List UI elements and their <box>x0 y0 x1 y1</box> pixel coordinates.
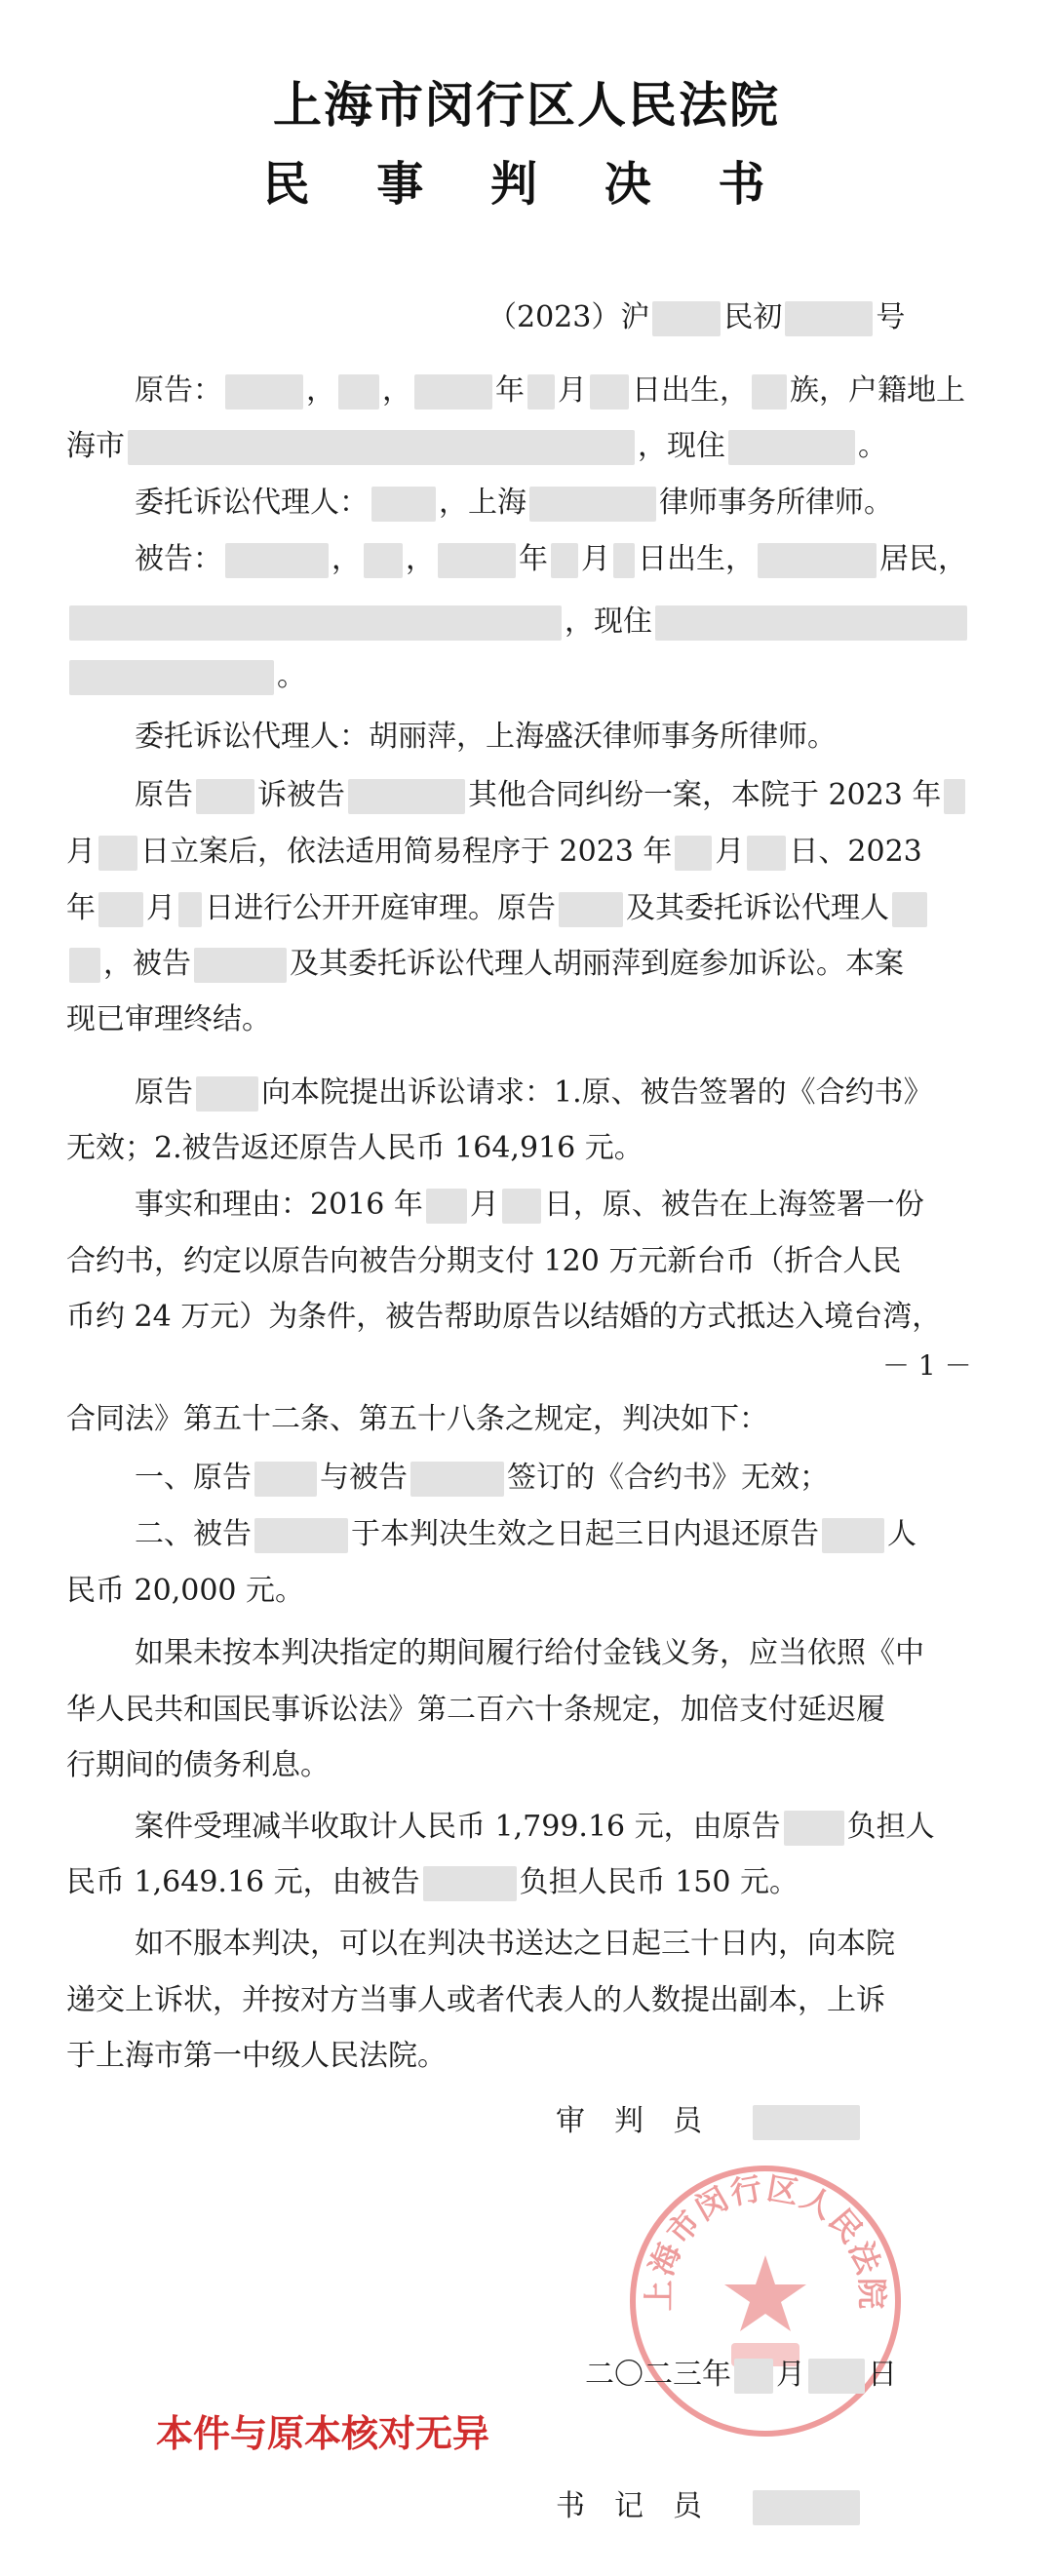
text-segment: 一、原告 <box>135 1461 252 1495</box>
text-segment: 日、2023 <box>789 835 922 869</box>
p1-line-4 <box>66 939 904 990</box>
redaction <box>98 836 137 871</box>
text-segment: 书 记 员 <box>556 2489 702 2523</box>
text-segment: ，现住 <box>638 429 725 463</box>
text-segment: 事实和理由：2016 年 <box>135 1188 423 1222</box>
redaction <box>69 605 562 641</box>
redaction <box>590 374 629 410</box>
redaction <box>655 605 967 641</box>
p7-line-3: 于上海市第一中级人民法院。 <box>66 2039 447 2073</box>
p6-line-1 <box>135 1802 935 1853</box>
page-number: － 1 － <box>882 1349 972 1382</box>
text-segment: 审 判 员 <box>556 2104 702 2138</box>
redaction <box>196 779 254 814</box>
p7-line-2: 递交上诉状，并按对方当事人或者代表人的人数提出副本，上诉 <box>66 1983 885 2017</box>
text-segment: ，现住 <box>565 605 652 639</box>
verdict-2-line-2: 民币 20,000 元。 <box>66 1574 305 1608</box>
p3-line-1 <box>135 1180 924 1230</box>
redaction <box>944 779 965 814</box>
text-segment: 负担人 <box>846 1810 935 1844</box>
text-segment: 居民， <box>879 542 967 576</box>
text-segment: 月 <box>66 835 96 869</box>
redaction <box>414 374 492 410</box>
p2-line-2: 无效；2.被告返还原告人民币 164,916 元。 <box>66 1131 644 1165</box>
text-segment: 案件受理减半收取计人民币 1,799.16 元，由原告 <box>135 1810 781 1844</box>
text-segment: 与被告 <box>320 1461 408 1495</box>
case-number <box>488 293 905 343</box>
text-segment: 海市 <box>66 429 125 463</box>
redaction <box>364 543 403 578</box>
text-segment: 日立案后，依法适用简易程序于 2023 年 <box>140 835 673 869</box>
redaction <box>438 543 516 578</box>
redaction <box>652 301 721 336</box>
redaction <box>225 543 329 578</box>
text-segment: 及其委托诉讼代理人胡丽萍到庭参加诉讼。本案 <box>290 947 904 981</box>
redaction <box>753 2490 860 2525</box>
p5-line-2: 华人民共和国民事诉讼法》第二百六十条规定，加倍支付延迟履 <box>66 1693 885 1727</box>
redaction <box>551 543 578 578</box>
text-segment: 民初 <box>723 300 783 334</box>
redaction <box>747 836 786 871</box>
redaction <box>128 430 635 465</box>
p1-line-2 <box>66 827 922 878</box>
judge-line <box>556 2096 863 2147</box>
text-segment: ， <box>406 542 435 576</box>
p7-line-1: 如不服本判决，可以在判决书送达之日起三十日内，向本院 <box>135 1927 895 1961</box>
text-segment: 委托诉讼代理人： <box>135 486 369 520</box>
p1-line-1 <box>135 770 968 821</box>
redaction <box>196 1076 258 1112</box>
redaction <box>225 374 303 410</box>
text-segment: 诉被告 <box>257 778 345 812</box>
text-segment: 月 <box>146 891 176 925</box>
text-segment: 原告： <box>135 373 222 408</box>
text-segment: 二〇二三年 <box>585 2358 731 2392</box>
redaction <box>734 2359 773 2394</box>
redaction <box>69 948 100 983</box>
redaction <box>752 374 787 410</box>
redaction <box>194 948 287 983</box>
redaction <box>527 374 555 410</box>
defendant-line-2 <box>66 597 970 647</box>
text-segment: 号 <box>876 300 906 334</box>
redaction <box>785 301 873 336</box>
text-segment: 族，户籍地上 <box>790 373 965 408</box>
p1-line-3 <box>66 883 930 934</box>
redaction <box>728 430 855 465</box>
svg-text:上海市闵行区人民法院: 上海市闵行区人民法院 <box>640 2169 891 2312</box>
redaction <box>338 374 379 410</box>
text-segment: 。 <box>277 659 306 693</box>
text-segment: 律师事务所律师。 <box>659 486 893 520</box>
text-segment: ， <box>382 373 411 408</box>
text-segment: ，上海 <box>439 486 526 520</box>
text-segment: 日进行公开开庭审理。原告 <box>205 891 556 925</box>
redaction <box>675 836 712 871</box>
text-segment: 年 <box>495 373 525 408</box>
text-segment: 民币 1,649.16 元，由被告 <box>66 1865 420 1899</box>
text-segment: 向本院提出诉讼请求：1.原、被告签署的《合约书》 <box>261 1075 933 1110</box>
redaction <box>613 543 635 578</box>
text-segment: 原告 <box>135 1075 193 1110</box>
redaction <box>423 1866 517 1901</box>
p3-line-2: 合约书，约定以原告向被告分期支付 120 万元新台币（折合人民 <box>66 1244 902 1278</box>
redaction <box>410 1462 504 1497</box>
text-segment: 日出生， <box>638 542 755 576</box>
text-segment: 二、被告 <box>135 1517 252 1551</box>
p3-line-3: 币约 24 万元）为条件，被告帮助原告以结婚的方式抵达入境台湾， <box>66 1300 942 1334</box>
text-segment: 年 <box>66 891 96 925</box>
verdict-1 <box>135 1453 829 1503</box>
redaction <box>808 2359 865 2394</box>
redaction <box>254 1518 348 1553</box>
text-segment: 月 <box>776 2358 805 2392</box>
date-line <box>585 2350 897 2400</box>
redaction <box>892 892 927 927</box>
court-name: 上海市闵行区人民法院 <box>273 77 780 134</box>
p2-line-1 <box>135 1068 933 1118</box>
redaction <box>529 487 656 522</box>
text-segment: 于本判决生效之日起三日内退还原告 <box>351 1517 819 1551</box>
redaction <box>98 892 143 927</box>
text-segment: 人 <box>887 1517 916 1551</box>
verdict-2-line-1 <box>135 1509 916 1560</box>
text-segment: ， <box>332 542 361 576</box>
redaction <box>753 2105 860 2140</box>
redaction <box>371 487 436 522</box>
p4-line: 合同法》第五十二条、第五十八条之规定，判决如下： <box>66 1402 768 1436</box>
redaction <box>784 1811 844 1846</box>
text-segment: 月 <box>715 835 745 869</box>
redaction <box>178 892 202 927</box>
defendant-line-3 <box>66 651 306 702</box>
plaintiff-agent <box>135 478 893 528</box>
plaintiff-line-2 <box>66 421 887 472</box>
text-segment: 签订的《合约书》无效； <box>507 1461 829 1495</box>
defendant-line-1 <box>135 534 967 585</box>
redaction <box>822 1518 884 1553</box>
text-segment: （2023）沪 <box>488 300 650 334</box>
text-segment: 年 <box>519 542 548 576</box>
text-segment: 日出生， <box>632 373 749 408</box>
text-segment: 日，原、被告在上海签署一份 <box>543 1188 924 1222</box>
text-segment: 月 <box>558 373 587 408</box>
clerk-line <box>556 2481 863 2532</box>
redaction <box>254 1462 317 1497</box>
p6-line-2 <box>66 1857 799 1908</box>
text-segment: 其他合同纠纷一案，本院于 2023 年 <box>468 778 942 812</box>
p5-line-3: 行期间的债务利息。 <box>66 1748 330 1782</box>
text-segment: 原告 <box>135 778 193 812</box>
p5-line-1: 如果未按本判决指定的期间履行给付金钱义务，应当依照《中 <box>135 1636 924 1670</box>
plaintiff-line-1 <box>135 366 965 416</box>
text-segment: 月 <box>581 542 610 576</box>
p1-line-5: 现已审理终结。 <box>66 1002 271 1036</box>
text-segment: 负担人民币 150 元。 <box>519 1865 800 1899</box>
text-segment: 被告： <box>135 542 222 576</box>
text-segment: 及其委托诉讼代理人 <box>626 891 889 925</box>
text-segment: ，被告 <box>103 947 191 981</box>
redaction <box>426 1189 467 1224</box>
text-segment: 。 <box>858 429 887 463</box>
defendant-agent: 委托诉讼代理人：胡丽萍，上海盛沃律师事务所律师。 <box>135 720 837 754</box>
text-segment: 月 <box>469 1188 499 1222</box>
text-segment: 日 <box>868 2358 897 2392</box>
redaction <box>502 1189 541 1224</box>
verification-stamp: 本件与原本核对无异 <box>156 2412 490 2455</box>
redaction <box>348 779 465 814</box>
redaction <box>69 660 274 695</box>
redaction <box>758 543 877 578</box>
redaction <box>559 892 623 927</box>
text-segment: ， <box>306 373 335 408</box>
document-type: 民 事 判 决 书 <box>262 157 791 212</box>
